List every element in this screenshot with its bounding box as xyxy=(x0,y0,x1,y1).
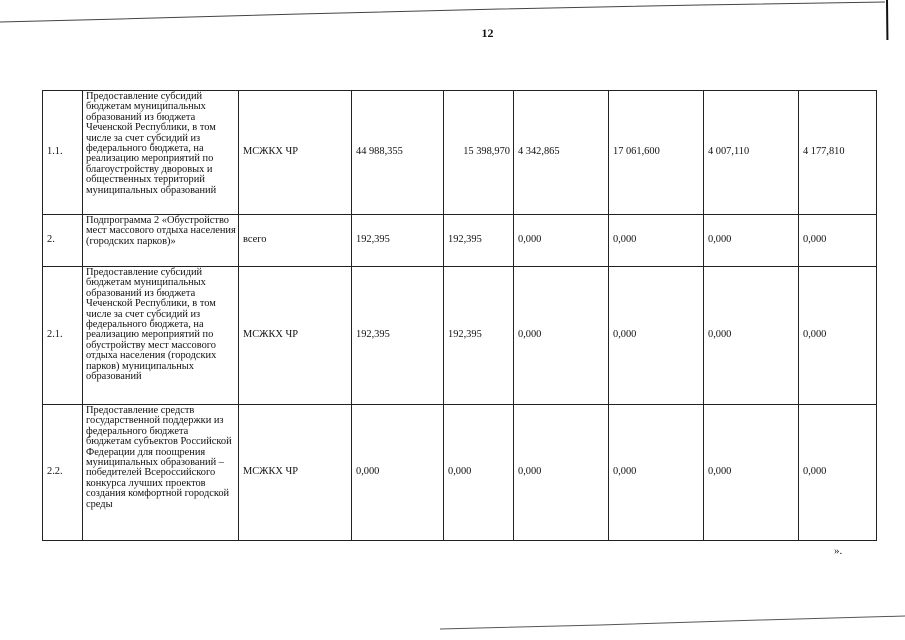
row-description: Подпрограмма 2 «Обустройство мест массового отдыха населения (городских парков)» xyxy=(83,215,239,267)
row-number: 2.2. xyxy=(43,405,83,541)
value-cell: 4 342,865 xyxy=(514,91,609,215)
row-description: Предоставление субсидий бюджетам муниципальных образований из бюджета Чеченской Республики, в том числе за счет субсидий из федерального бюджета, на реализацию мероприятий по благоустройству дворовых и общественных территорий муниципальных образований xyxy=(83,91,239,215)
row-executor: МСЖКХ ЧР xyxy=(239,405,352,541)
budget-table xyxy=(42,90,877,541)
value-cell: 0,000 xyxy=(514,405,609,541)
table-row xyxy=(43,267,877,405)
scan-border-bottom xyxy=(0,600,905,640)
value-cell: 4 177,810 xyxy=(799,91,877,215)
value-cell: 192,395 xyxy=(352,215,444,267)
row-executor: МСЖКХ ЧР xyxy=(239,91,352,215)
value-cell: 192,395 xyxy=(444,215,514,267)
value-cell: 0,000 xyxy=(799,215,877,267)
value-cell: 0,000 xyxy=(609,405,704,541)
value-cell: 0,000 xyxy=(514,267,609,405)
value-cell: 192,395 xyxy=(352,267,444,405)
row-executor: МСЖКХ ЧР xyxy=(239,267,352,405)
row-executor: всего xyxy=(239,215,352,267)
value-cell: 0,000 xyxy=(444,405,514,541)
value-cell: 0,000 xyxy=(609,267,704,405)
page-number: 12 xyxy=(481,26,494,40)
value-cell: 0,000 xyxy=(609,215,704,267)
value-cell: 0,000 xyxy=(704,405,799,541)
row-description: Предоставление средств государственной поддержки из федерального бюджета бюджетам субъектов Российской Федерации для поощрения муниципальных образований – победителей Всероссийского конкурса лучших проектов создания комфортной городской среды xyxy=(83,405,239,541)
value-cell: 192,395 xyxy=(444,267,514,405)
row-number: 1.1. xyxy=(43,91,83,215)
table-row xyxy=(43,215,877,267)
value-cell: 0,000 xyxy=(704,215,799,267)
closing-quote-mark: ». xyxy=(834,545,843,557)
row-description: Предоставление субсидий бюджетам муниципальных образований из бюджета Чеченской Республики, в том числе за счет субсидий из федерального бюджета, на реализацию мероприятий по обустройству мест массового отдыха населения (городских парков) муниципальных образований xyxy=(83,267,239,405)
value-cell: 0,000 xyxy=(352,405,444,541)
table-row xyxy=(43,405,877,541)
row-number: 2.1. xyxy=(43,267,83,405)
value-cell: 4 007,110 xyxy=(704,91,799,215)
value-cell: 15 398,970 xyxy=(444,91,514,215)
row-number: 2. xyxy=(43,215,83,267)
value-cell: 0,000 xyxy=(799,405,877,541)
table-row xyxy=(43,91,877,215)
value-cell: 0,000 xyxy=(704,267,799,405)
value-cell: 17 061,600 xyxy=(609,91,704,215)
value-cell: 0,000 xyxy=(514,215,609,267)
value-cell: 44 988,355 xyxy=(352,91,444,215)
value-cell: 0,000 xyxy=(799,267,877,405)
